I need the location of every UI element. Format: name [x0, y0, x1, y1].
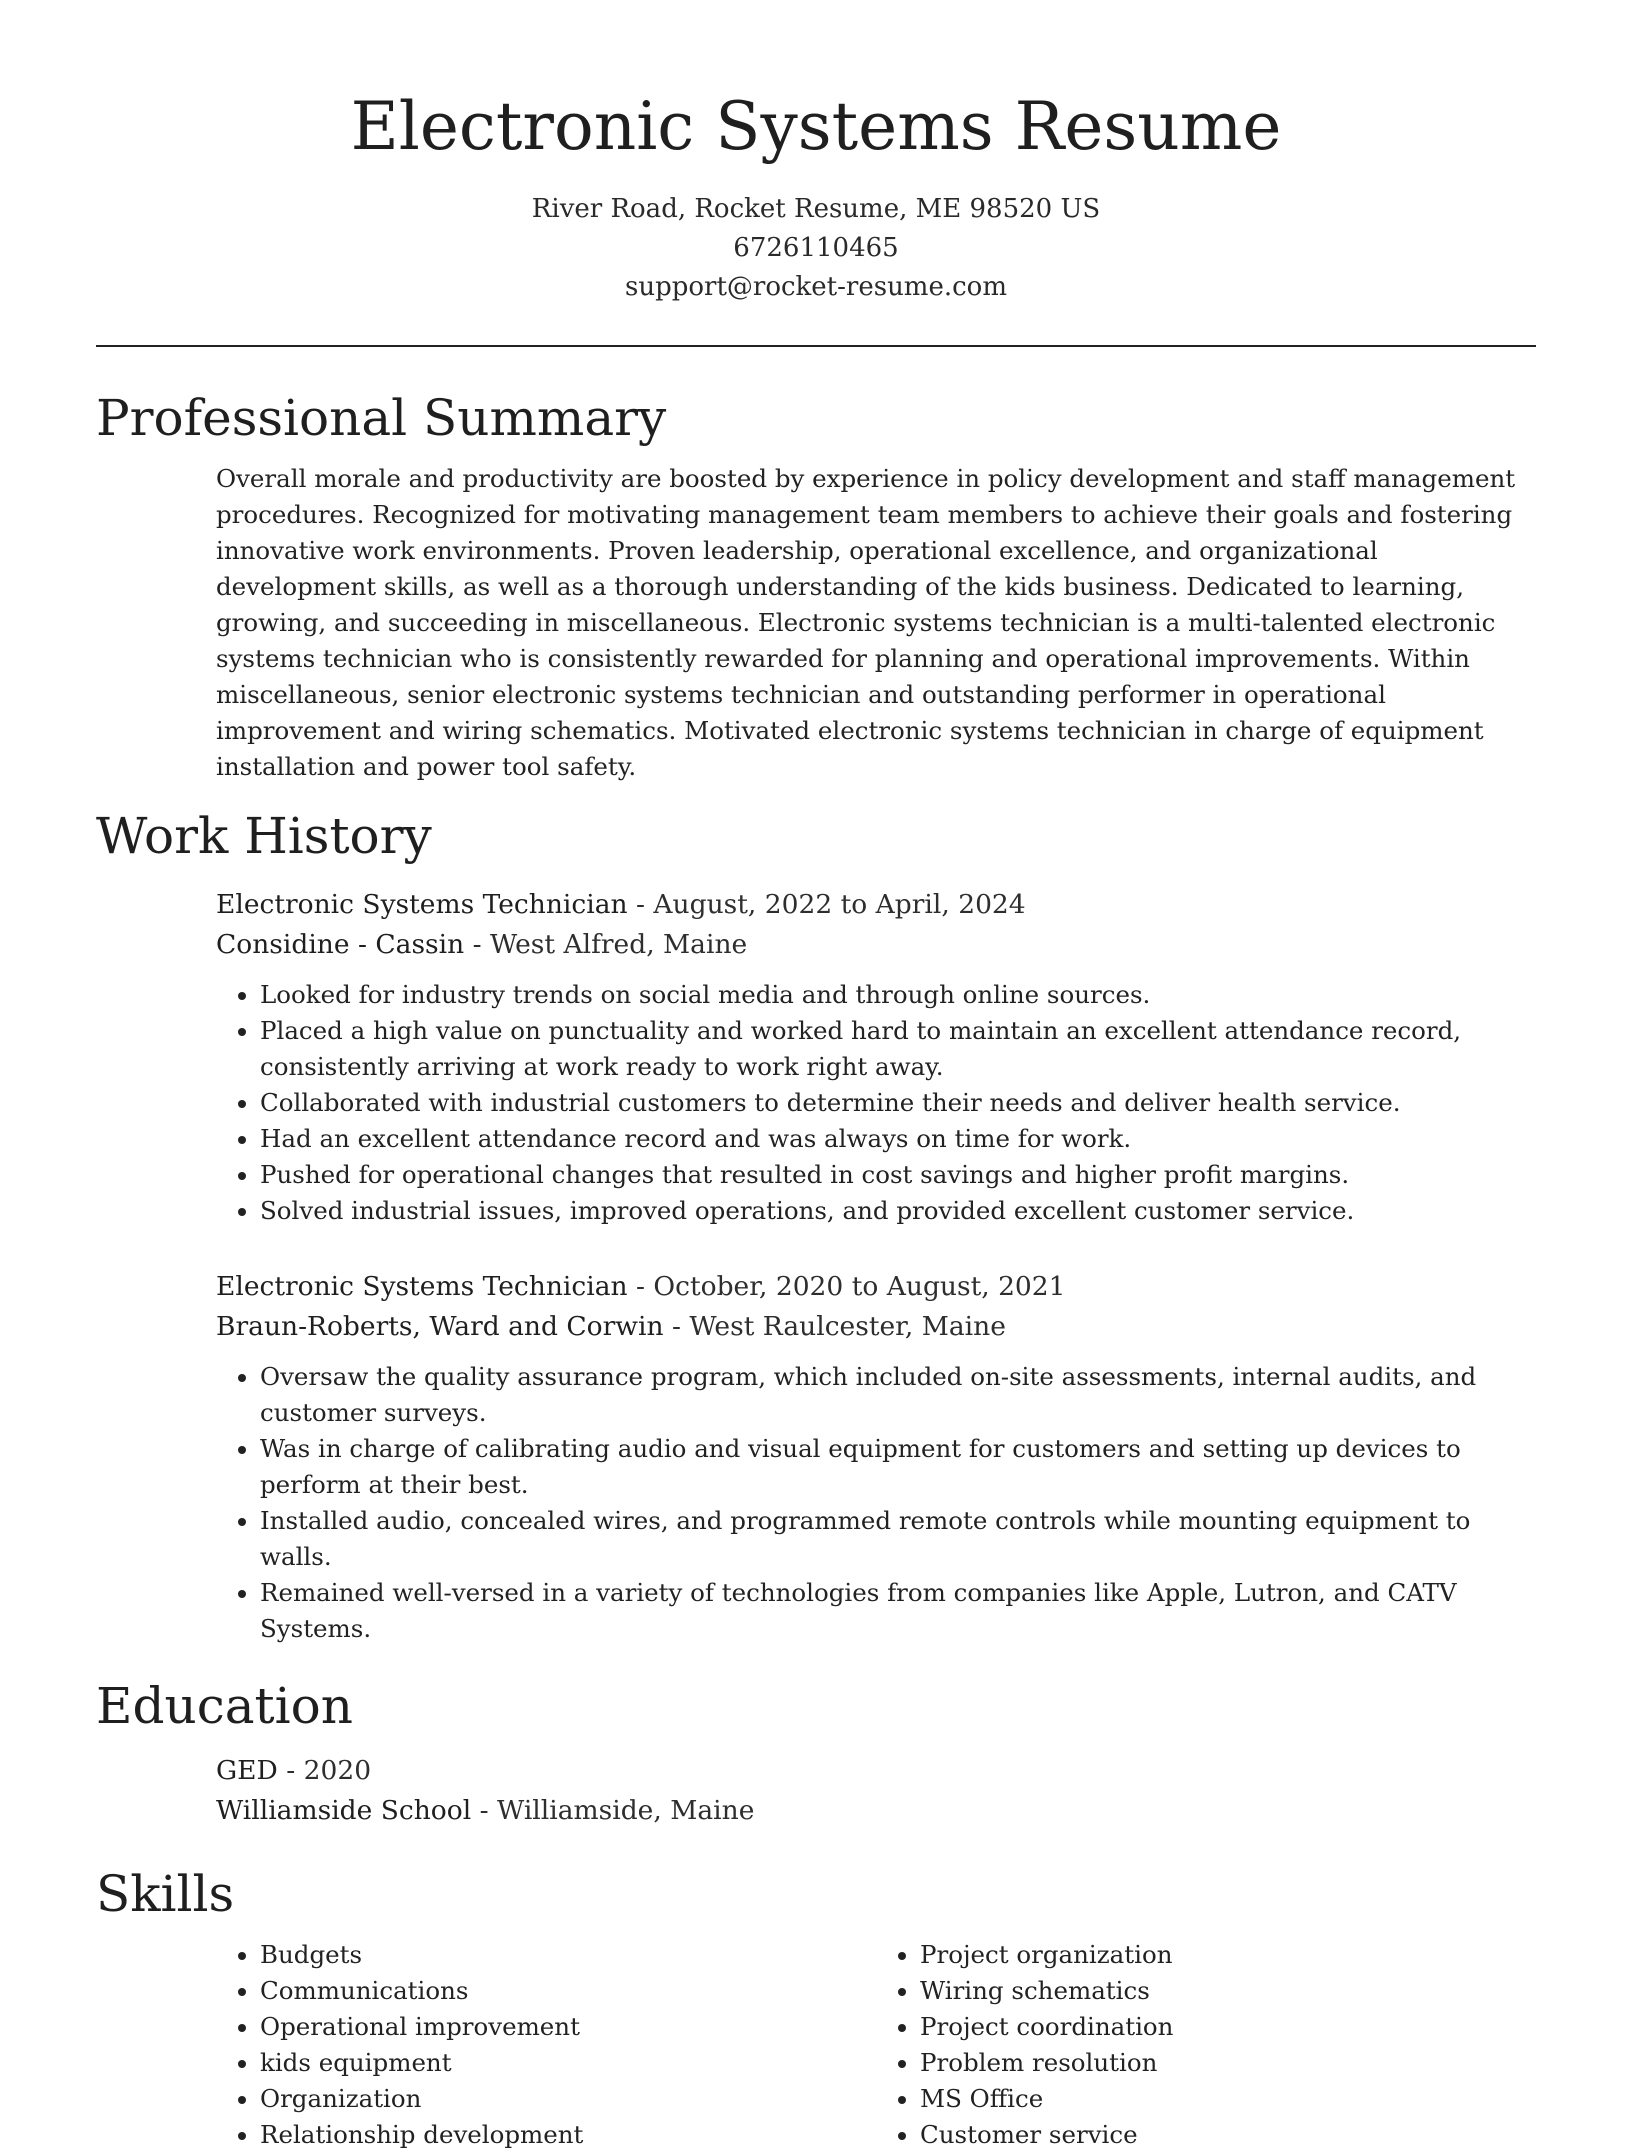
list-item: • Installed audio, concealed wires, and programmed remote controls while mounting equipment to walls.: [260, 1503, 1536, 1575]
resume-page: [96, 0, 1536, 2153]
education-section: [96, 1675, 1536, 1831]
list-item: • Remained well-versed in a variety of technologies from companies like Apple, Lutron, and CATV Systems.: [260, 1575, 1536, 1647]
degree-year: 2020: [303, 1755, 372, 1786]
skill-item: • Problem resolution: [920, 2045, 1536, 2081]
skill-item: • Wiring schematics: [920, 1973, 1536, 2009]
job-title: Electronic Systems Technician: [216, 1271, 628, 1302]
list-item: • Was in charge of calibrating audio and visual equipment for customers and setting up devices to perform at their best.: [260, 1431, 1536, 1503]
skill-item: • Communications: [260, 1973, 876, 2009]
list-item: • Oversaw the quality assurance program, which included on-site assessments, internal audits, and customer surveys.: [260, 1359, 1536, 1431]
school-location: Williamside, Maine: [497, 1795, 755, 1826]
separator: -: [286, 1755, 296, 1786]
skills-grid: [216, 1937, 1536, 2153]
skills-section: [96, 1863, 1536, 2153]
job-bullets: [216, 977, 1536, 1229]
job-title-line: [216, 1267, 1536, 1307]
job-title-line: [216, 885, 1536, 925]
contact-phone: 6726110465: [733, 233, 899, 263]
work-history-title: Work History: [96, 807, 432, 865]
degree: GED: [216, 1755, 278, 1786]
list-item: • Pushed for operational changes that resulted in cost savings and higher profit margins.: [260, 1157, 1536, 1193]
job-company-line: [216, 1307, 1536, 1347]
list-item: • Had an excellent attendance record and was always on time for work.: [260, 1121, 1536, 1157]
job-entry: [216, 1267, 1536, 1647]
skill-item: • Budgets: [260, 1937, 876, 1973]
summary-text: Overall morale and productivity are boosted by experience in policy development and staff management procedures. Recognized for motivating management team members to achieve their goals and fostering innovative work environments. Proven leadership, operational excellence, and organizational development skills, as well as a thorough understanding of the kids business. Dedicated to learning, growing, and succeeding in miscellaneous. Electronic systems technician is a multi-talented electronic systems technician who is consistently rewarded for planning and operational improvements. Within miscellaneous, senior electronic systems technician and outstanding performer in operational improvement and wiring schematics. Motivated electronic systems technician in charge of equipment installation and power tool safety.: [216, 464, 1516, 781]
list-item: • Placed a high value on punctuality and worked hard to maintain an excellent attendance record, consistently arriving at work ready to work right away.: [260, 1013, 1536, 1085]
resume-header: [96, 0, 1536, 307]
work-history-section: [96, 805, 1536, 1647]
skills-column-left: [216, 1937, 876, 2153]
header-divider: [96, 345, 1536, 347]
separator: -: [636, 1271, 645, 1302]
job-company: Considine - Cassin: [216, 929, 465, 960]
skills-title: Skills: [96, 1865, 235, 1923]
skill-item: • Project organization: [920, 1937, 1536, 1973]
skill-item: • Relationship development: [260, 2117, 876, 2153]
job-bullets: [216, 1359, 1536, 1647]
separator: -: [671, 1311, 681, 1342]
job-dates: October, 2020 to August, 2021: [653, 1271, 1066, 1302]
skill-item: • Operational improvement: [260, 2009, 876, 2045]
skill-item: • MS Office: [920, 2081, 1536, 2117]
job-location: West Raulcester, Maine: [689, 1311, 1006, 1342]
skills-column-right: [876, 1937, 1536, 2153]
job-company-line: [216, 925, 1536, 965]
contact-address: River Road, Rocket Resume, ME 98520 US: [531, 194, 1101, 224]
summary-section: [96, 387, 1536, 785]
separator: -: [636, 889, 645, 920]
list-item: • Collaborated with industrial customers to determine their needs and deliver health service.: [260, 1085, 1536, 1121]
job-title: Electronic Systems Technician: [216, 889, 628, 920]
list-item: • Looked for industry trends on social media and through online sources.: [260, 977, 1536, 1013]
job-company: Braun-Roberts, Ward and Corwin: [216, 1311, 664, 1342]
job-dates: August, 2022 to April, 2024: [653, 889, 1026, 920]
skill-item: • Customer service: [920, 2117, 1536, 2153]
skill-item: • kids equipment: [260, 2045, 876, 2081]
summary-title: Professional Summary: [96, 389, 667, 447]
contact-email: support@rocket-resume.com: [624, 272, 1007, 302]
separator: -: [472, 929, 482, 960]
job-entry: [216, 885, 1536, 1229]
education-entry: [216, 1751, 1536, 1831]
degree-line: [216, 1751, 1536, 1791]
contact-info: [96, 190, 1536, 307]
separator: -: [479, 1795, 489, 1826]
resume-name: Electronic Systems Resume: [350, 88, 1282, 165]
skill-item: • Organization: [260, 2081, 876, 2117]
list-item: • Solved industrial issues, improved operations, and provided excellent customer service.: [260, 1193, 1536, 1229]
school-line: [216, 1791, 1536, 1831]
skill-item: • Project coordination: [920, 2009, 1536, 2045]
job-location: West Alfred, Maine: [490, 929, 748, 960]
education-title: Education: [96, 1677, 353, 1735]
school-name: Williamside School: [216, 1795, 472, 1826]
